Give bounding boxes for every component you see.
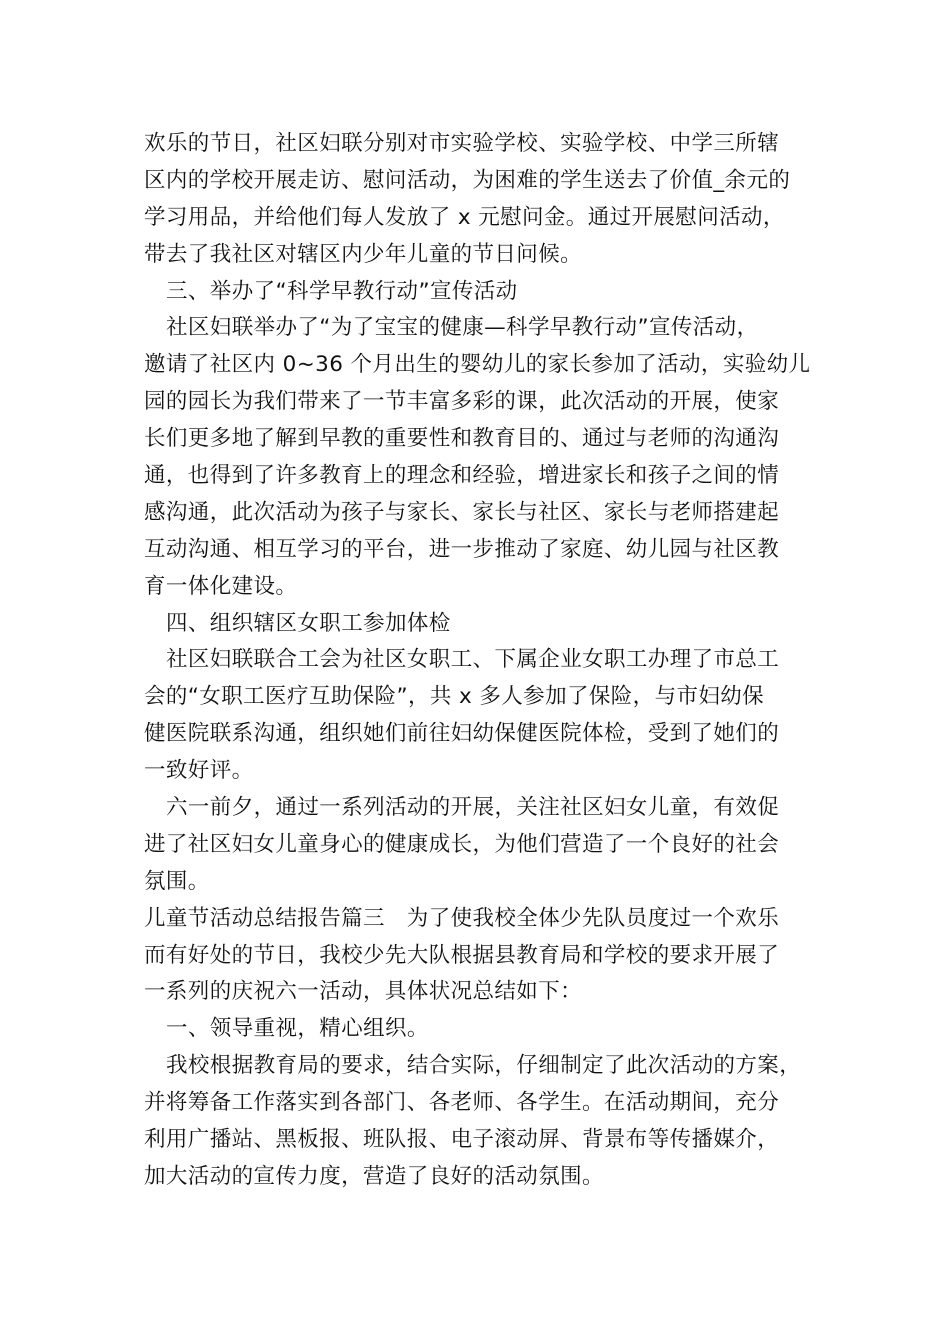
text-line: 感沟通，此次活动为孩子与家长、家长与社区、家长与老师搭建起: [144, 499, 780, 525]
text-line: 氛围。: [144, 868, 210, 894]
text-line: 欢乐的节日，社区妇联分别对市实验学校、实验学校、中学三所辖: [144, 131, 780, 156]
text-line: 会的“女职工医疗互助保险”，共 x 多人参加了保险，与市妇幼保: [144, 684, 765, 710]
text-line: 社区妇联举办了“为了宝宝的健康—科学早教行动”宣传活动，: [166, 315, 759, 341]
text-line: 并将筹备工作落实到各部门、各老师、各学生。在活动期间，充分: [144, 1090, 780, 1116]
text-line: 育一体化建设。: [144, 573, 298, 599]
report-title-line: 儿童节活动总结报告篇三 为了使我校全体少先队员度过一个欢乐: [144, 905, 780, 931]
document-body: [144, 126, 834, 1196]
text-line: 通，也得到了许多教育上的理念和经验，增进家长和孩子之间的情: [144, 463, 780, 489]
text-line: 健医院联系沟通，组织她们前往妇幼保健医院体检，受到了她们的: [144, 721, 780, 747]
section-heading: 一、领导重视，精心组织。: [166, 1016, 429, 1042]
text-line: 加大活动的宣传力度，营造了良好的活动氛围。: [144, 1163, 604, 1189]
text-line: 邀请了社区内 0~36 个月出生的婴幼儿的家长参加了活动，实验幼儿: [144, 352, 811, 378]
text-line: 利用广播站、黑板报、班队报、电子滚动屏、背景布等传播媒介，: [144, 1127, 780, 1153]
text-line: 长们更多地了解到早教的重要性和教育目的、通过与老师的沟通沟: [144, 426, 780, 452]
text-line: 进了社区妇女儿童身心的健康成长，为他们营造了一个良好的社会: [144, 831, 780, 857]
text-line: 而有好处的节日，我校少先大队根据县教育局和学校的要求开展了: [144, 942, 780, 968]
text-line: 六一前夕，通过一系列活动的开展，关注社区妇女儿童，有效促: [166, 795, 780, 821]
text-line: 区内的学校开展走访、慰问活动，为困难的学生送去了价值_余元的: [144, 167, 791, 193]
text-line: 一系列的庆祝六一活动，具体状况总结如下：: [144, 979, 583, 1005]
text-line: 园的园长为我们带来了一节丰富多彩的课，此次活动的开展，使家: [144, 389, 780, 415]
section-heading: 四、组织辖区女职工参加体检: [166, 610, 451, 636]
text-line: 学习用品，并给他们每人发放了 x 元慰问金。通过开展慰问活动，: [144, 204, 785, 230]
text-line: 带去了我社区对辖区内少年儿童的节日问候。: [144, 241, 583, 267]
text-line: 一致好评。: [144, 758, 254, 784]
section-heading: 三、举办了“科学早教行动”宣传活动: [166, 278, 518, 304]
text-line: 我校根据教育局的要求，结合实际，仔细制定了此次活动的方案，: [166, 1053, 802, 1079]
text-line: 互动沟通、相互学习的平台，进一步推动了家庭、幼儿园与社区教: [144, 536, 780, 562]
text-line: 社区妇联联合工会为社区女职工、下属企业女职工办理了市总工: [166, 647, 780, 673]
